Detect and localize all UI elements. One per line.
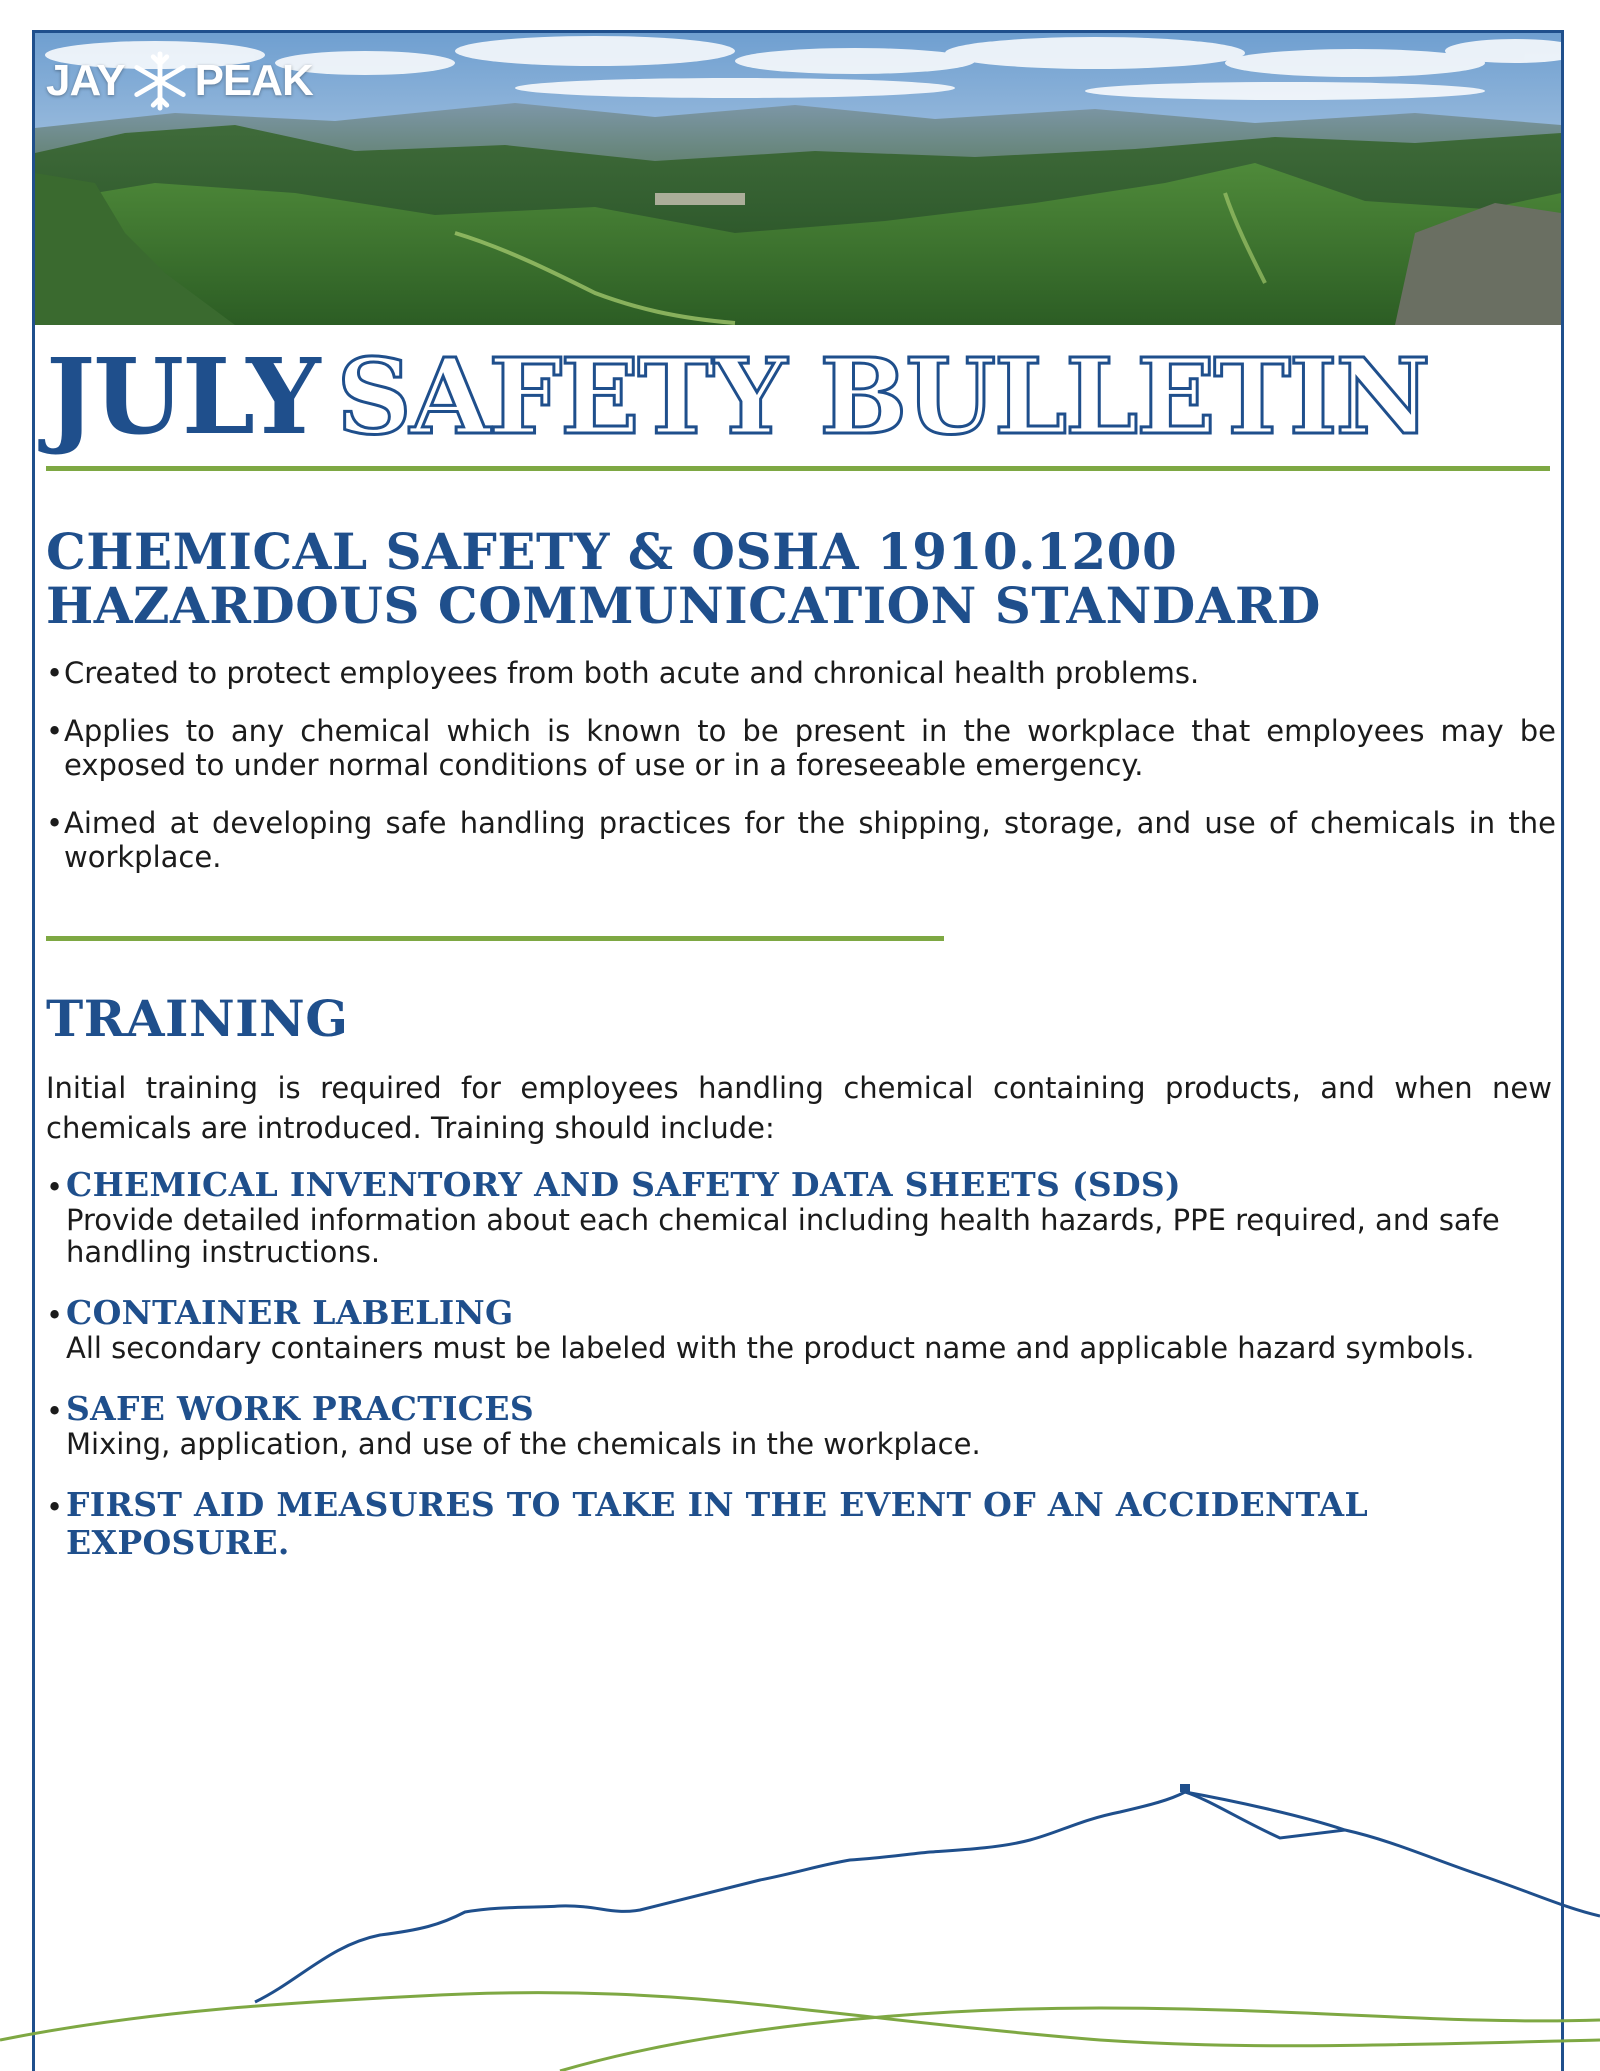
training-item-sds bbox=[46, 1166, 1556, 1268]
chemical-bullet-list bbox=[46, 656, 1556, 874]
training-heading: TRAINING bbox=[46, 989, 349, 1048]
training-item-first-aid bbox=[46, 1486, 1556, 1562]
mountain-outline-illustration bbox=[0, 1740, 1600, 2071]
logo-text-jay: JAY bbox=[46, 56, 125, 105]
list-item: • Created to protect employees from both acute and chronical health problems. bbox=[46, 656, 1556, 690]
training-item-title: • CHEMICAL INVENTORY AND SAFETY DATA SHEETS (SDS) bbox=[66, 1165, 1181, 1204]
title-safety-bulletin: SAFETY BULLETIN bbox=[336, 335, 1429, 458]
title-divider bbox=[46, 466, 1550, 471]
chemical-section-heading bbox=[46, 522, 1321, 635]
logo-text-peak: PEAK bbox=[194, 56, 313, 105]
training-item-title: • CONTAINER LABELING bbox=[66, 1293, 514, 1332]
title-month: JULY bbox=[46, 335, 319, 458]
chemical-heading-line1: CHEMICAL SAFETY & OSHA 1910.1200 bbox=[46, 522, 1178, 581]
list-item: • Applies to any chemical which is known to be present in the workplace that employees may be exposed to under normal conditions of use or in a foreseeable emergency. bbox=[46, 714, 1556, 782]
snowflake-icon bbox=[129, 50, 191, 112]
section-divider bbox=[46, 936, 944, 941]
bulletin-title bbox=[46, 335, 1429, 458]
training-intro: Initial training is required for employees handling chemical containing products, and when new chemicals are introduced. Training should include: bbox=[46, 1071, 1552, 1145]
training-item-text: All secondary containers must be labeled with the product name and applicable hazard symbols. bbox=[66, 1331, 1475, 1365]
list-item: • Aimed at developing safe handling practices for the shipping, storage, and use of chemicals in the workplace. bbox=[46, 806, 1556, 874]
jay-peak-logo bbox=[46, 50, 313, 112]
training-item-practices bbox=[46, 1390, 1556, 1460]
training-item-title: • FIRST AID MEASURES TO TAKE IN THE EVENT OF AN ACCIDENTAL EXPOSURE. bbox=[66, 1485, 1368, 1562]
training-list bbox=[46, 1166, 1556, 1588]
training-item-labeling bbox=[46, 1294, 1556, 1364]
training-item-text: Mixing, application, and use of the chemicals in the workplace. bbox=[66, 1427, 981, 1461]
training-item-text: Provide detailed information about each chemical including health hazards, PPE required, and safe handling instructions. bbox=[66, 1203, 1500, 1269]
chemical-heading-line2: HAZARDOUS COMMUNICATION STANDARD bbox=[46, 576, 1321, 635]
training-item-title: • SAFE WORK PRACTICES bbox=[66, 1389, 534, 1428]
